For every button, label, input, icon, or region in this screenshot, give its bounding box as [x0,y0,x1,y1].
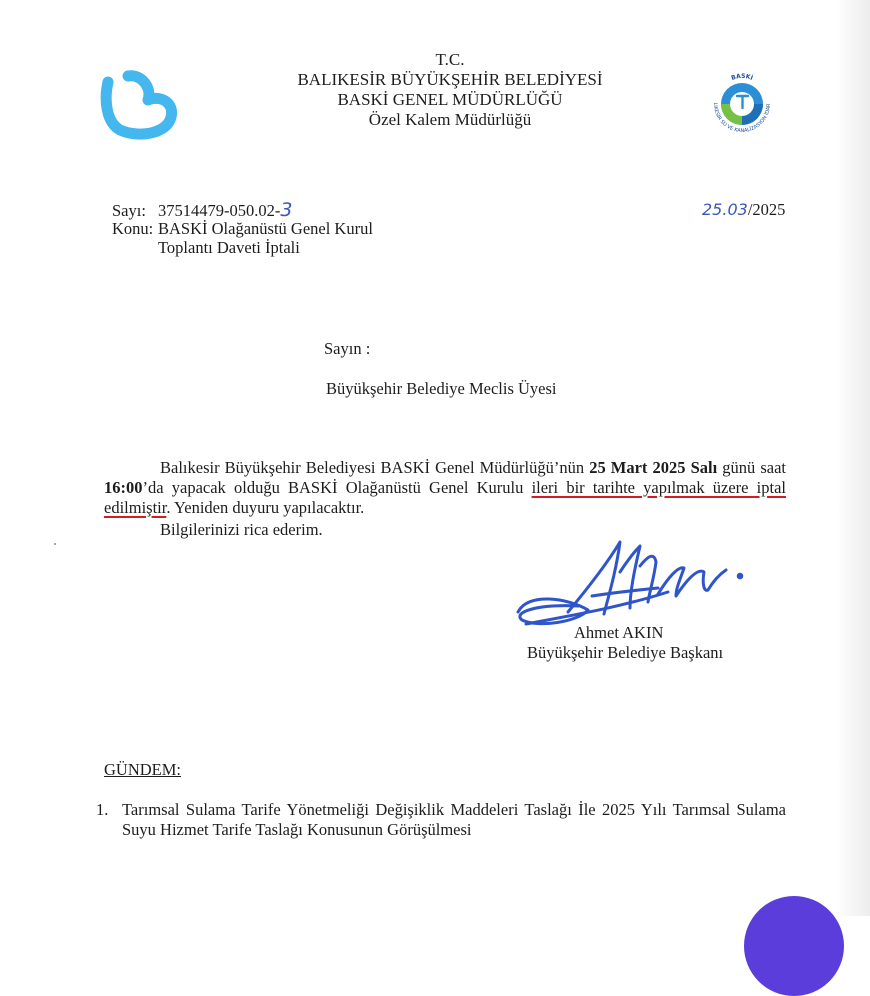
konu-line-1: BASKİ Olağanüstü Genel Kurul [158,219,373,238]
date-handwritten: 25.03 [702,200,748,219]
agenda-item [96,800,786,840]
agenda-list [96,800,786,840]
agenda-item-number: 1. [96,800,109,819]
konu-label: Konu: [112,219,154,238]
signer-name: Ahmet AKIN [574,623,664,642]
salutation: Sayın : [324,339,371,358]
header-line-directorate: BASKİ GENEL MÜDÜRLÜĞÜ [337,90,563,109]
body-paragraph [104,458,786,518]
subject-line-2: Toplantı Daveti İptali [158,238,300,257]
document-date [702,200,785,220]
heart-logo-icon [98,70,182,142]
body-text-d: . Yeniden duyuru yapılacaktır. [166,498,365,517]
sayi-handwritten-number: 3 [280,199,293,221]
meeting-date: 25 Mart 2025 Salı [589,458,718,477]
letter-body [104,458,786,518]
body-text-c: ’da yapacak olduğu BASKİ Olağanüstü Genel Kurulu [142,478,532,497]
closing-line: Bilgilerinizi rica ederim. [160,520,323,539]
header-line-office: Özel Kalem Müdürlüğü [368,110,532,129]
sayi-label: Sayı: [112,201,146,220]
reference-number-line [112,200,292,221]
meeting-time: 16:00 [104,478,143,497]
date-year: /2025 [747,200,786,219]
sayi-value: 37514479-050.02- [158,201,281,220]
baski-emblem-icon [702,64,782,144]
header-line-municipality: BALIKESİR BÜYÜKŞEHİR BELEDİYESİ [297,70,603,89]
page-edge-shadow [836,0,870,916]
letterhead [240,50,660,130]
svg-text:BALIKESİR SU VE KANALİZASYON İ: LIKESİR SU VE KANALİZASYON İDAR [711,102,773,135]
addressee: Büyükşehir Belediye Meclis Üyesi [326,379,557,398]
header-line-tc: T.C. [435,50,465,69]
body-text-a: Balıkesir Büyükşehir Belediyesi BASKİ Genel Müdürlüğü’nün [160,458,590,477]
agenda-title: GÜNDEM: [104,760,181,779]
agenda-item-text: Tarımsal Sulama Tarife Yönetmeliği Değişiklik Maddeleri Taslağı İle 2025 Yılı Tarımsal Sulama Suyu Hizmet Tarife Taslağı Konusunun Görüşülmesi [122,800,786,839]
svg-text:BASKİ: BASKİ [730,72,754,82]
floating-action-button[interactable] [744,896,844,996]
signer-title: Büyükşehir Belediye Başkanı [527,643,724,662]
cancellation-highlight: ileri bir tarihte yapılmak üzere iptal edilmiştir [104,478,786,517]
subject-line [112,219,373,239]
scan-speck [54,543,56,545]
body-text-b: günü saat [717,458,786,477]
